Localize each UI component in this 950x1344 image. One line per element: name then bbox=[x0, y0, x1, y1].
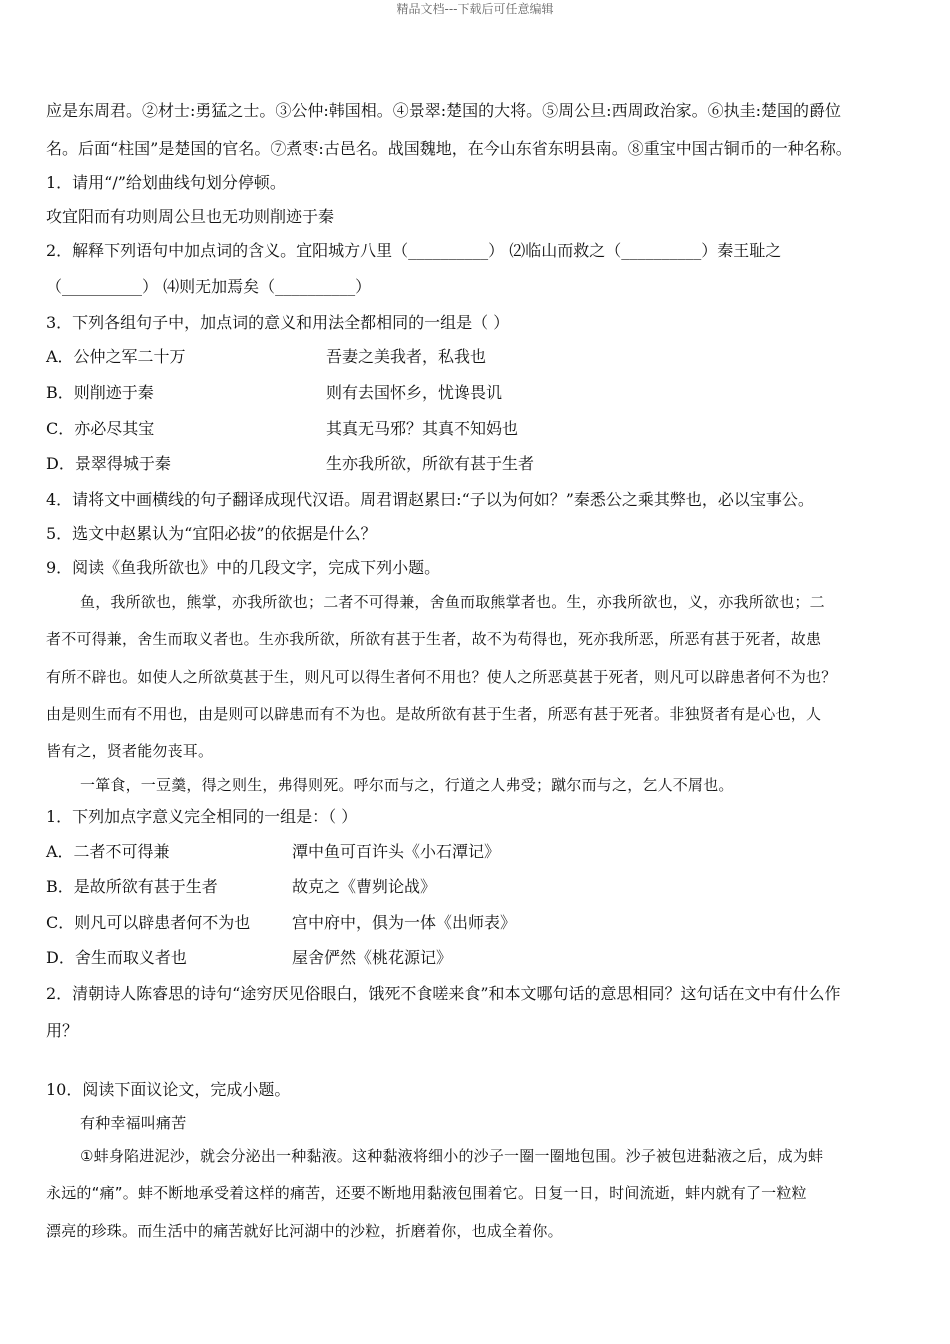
question-4: 4．请将文中画横线的句子翻译成现代汉语。周君谓赵累曰:“子以为何如？”秦悉公之乘其弊也，必以宝事公。 bbox=[46, 490, 814, 509]
q3-option-d-right: 生亦我所欲，所欲有甚于生者 bbox=[326, 454, 535, 473]
q9-option-d: D．舍生而取义者也 bbox=[46, 948, 187, 967]
passage-line: 有所不辟也。如使人之所欲莫甚于生，则凡可以得生者何不用也？使人之所恶莫甚于死者，则凡可以辟患者何不为也？ bbox=[46, 668, 837, 686]
q9-option-a: A．二者不可得兼 bbox=[46, 842, 170, 861]
q3-option-c: C．亦必尽其宝 bbox=[46, 419, 155, 438]
passage-line: 者不可得兼，舍生而取义者也。生亦我所欲，所欲有甚于生者，故不为苟得也，死亦我所恶，所恶有甚于死者，故患 bbox=[46, 630, 822, 648]
passage-line: 鱼，我所欲也，熊掌，亦我所欲也；二者不可得兼，舍鱼而取熊掌者也。生，亦我所欲也，义，亦我所欲也；二 bbox=[80, 593, 825, 611]
q9-option-d-right: 屋舍俨然《桃花源记》 bbox=[292, 948, 453, 967]
question-1: 1．请用“/”给划曲线句划分停顿。 bbox=[46, 173, 286, 192]
essay-line: 永远的“痛”。蚌不断地承受着这样的痛苦，还要不断地用黏液包围着它。日复一日，时间流逝，蚌内就有了一粒粒 bbox=[46, 1184, 807, 1202]
q3-option-b-right: 则有去国怀乡，忧谗畏讥 bbox=[326, 383, 503, 402]
question-9: 9．阅读《鱼我所欲也》中的几段文字，完成下列小题。 bbox=[46, 558, 441, 577]
q9-option-b: B．是故所欲有甚于生者 bbox=[46, 877, 218, 896]
q3-option-b: B．则削迹于秦 bbox=[46, 383, 154, 402]
passage-line: 皆有之，贤者能勿丧耳。 bbox=[46, 742, 214, 760]
question-10: 10．阅读下面议论文，完成小题。 bbox=[46, 1080, 291, 1099]
q9-option-c: C．则凡可以辟患者何不为也 bbox=[46, 913, 251, 932]
question-1-sentence: 攻宜阳而有功则周公旦也无功则削迹于秦 bbox=[46, 207, 335, 226]
q9-option-b-right: 故克之《曹刿论战》 bbox=[292, 877, 437, 896]
q3-option-c-right: 其真无马邪？其真不知妈也 bbox=[326, 419, 519, 438]
question-3: 3．下列各组句子中，加点词的意义和用法全都相同的一组是（ ） bbox=[46, 313, 510, 332]
q9-option-c-right: 宫中府中，俱为一体《出师表》 bbox=[292, 913, 517, 932]
q9-option-a-right: 潭中鱼可百许头《小石潭记》 bbox=[292, 842, 501, 861]
question-9-2-cont: 用？ bbox=[46, 1021, 79, 1040]
note-line: 应是东周君。②材士:勇猛之士。③公仲:韩国相。④景翠:楚国的大将。⑤周公旦:西周政治家。⑥执圭:楚国的爵位 bbox=[46, 101, 841, 120]
essay-title: 有种幸福叫痛苦 bbox=[80, 1114, 187, 1132]
q3-option-d: D．景翠得城于秦 bbox=[46, 454, 171, 473]
question-9-1: 1．下列加点字意义完全相同的一组是：（ ） bbox=[46, 807, 358, 826]
q3-option-a-right: 吾妻之美我者，私我也 bbox=[326, 347, 487, 366]
q3-option-a: A．公仲之军二十万 bbox=[46, 347, 186, 366]
page-header: 精品文档---下载后可任意编辑 bbox=[396, 2, 554, 16]
passage-line: 由是则生而有不用也，由是则可以辟患而有不为也。是故所欲有甚于生者，所恶有甚于死者。非独贤者有是心也，人 bbox=[46, 705, 822, 723]
essay-line: 漂亮的珍珠。而生活中的痛苦就好比河湖中的沙粒，折磨着你，也成全着你。 bbox=[46, 1222, 563, 1240]
question-5: 5．选文中赵累认为“宜阳必拔”的依据是什么？ bbox=[46, 524, 377, 543]
passage-line: 一箪食，一豆羹，得之则生，弗得则死。呼尔而与之，行道之人弗受；蹴尔而与之，乞人不屑也。 bbox=[80, 776, 734, 794]
question-9-2: 2．清朝诗人陈睿思的诗句“途穷厌见俗眼白，饿死不食嗟来食”和本文哪句话的意思相同？这句话在文中有什么作 bbox=[46, 984, 841, 1003]
note-line: 名。后面“柱国”是楚国的官名。⑦煮枣:古邑名。战国魏地，在今山东省东明县南。⑧重宝中国古铜币的一种名称。 bbox=[46, 139, 852, 158]
essay-line: ①蚌身陷进泥沙，就会分泌出一种黏液。这种黏液将细小的沙子一圈一圈地包围。沙子被包进黏液之后，成为蚌 bbox=[80, 1147, 824, 1165]
question-2: 2．解释下列语句中加点词的含义。宜阳城方八里（__________） ⑵临山而救之（__________）秦王耻之 bbox=[46, 241, 782, 260]
question-2-cont: （__________） ⑷则无加焉矣（__________） bbox=[46, 277, 372, 296]
